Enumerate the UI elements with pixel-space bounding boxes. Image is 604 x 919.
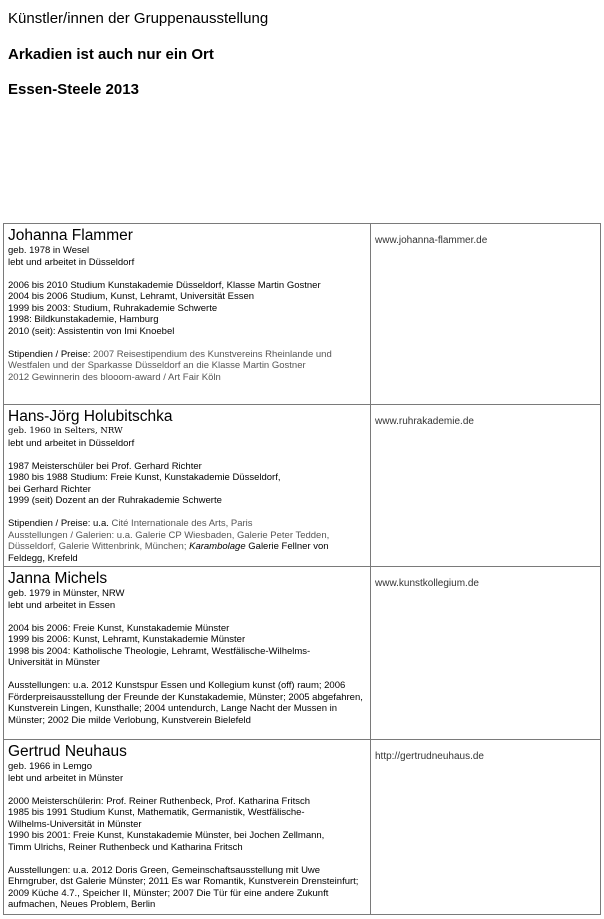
artist-born: geb. 1978 in Wesel [8,245,90,256]
artist-born: geb. 1966 in Lemgo [8,761,92,772]
artists-table [3,223,601,915]
table-row [4,740,601,915]
awards-label: Stipendien / Preise: [8,348,91,360]
artist-info-cell [4,224,371,405]
artist-website-cell [371,567,601,740]
artist-residence: lebt und arbeitet in Münster [8,772,124,784]
awards-label: Stipendien / Preise: u.a. [8,518,109,529]
artist-website-link[interactable]: http://gertrudneuhaus.de [375,751,484,762]
education-line: 2000 Meisterschülerin: Prof. Reiner Ruthenbeck, Prof. Katharina Fritsch [8,795,311,807]
education-line: Timm Ulrichs, Reiner Ruthenbeck und Katharina Fritsch [8,841,243,853]
exhibitions-text: Ausstellungen: u.a. 2012 Kunstspur Essen und Kollegium kunst (off) raum; 2006 Förderpreisausstellung der Freunde der Kunstakademie, Münster; 2005 abgefahren, Kunstverein Lingen, Kunsthalle; 2004 untendurch, Lange Nacht der Mussen in Münster; 2002 Die milde Verlobung, Kunstverein Bielefeld [8,680,363,726]
education-line: 1998 bis 2004: Katholische Theologie, Lehramt, Westfälische-Wilhelms- [8,645,311,657]
artist-residence: lebt und arbeitet in Essen [8,599,116,611]
exhibition-place-year: Essen-Steele 2013 [8,81,139,98]
education-line: 1985 bis 1991 Studium Kunst, Mathematik, Germanistik, Westfälische- [8,807,305,818]
education-line: 2006 bis 2010 Studium Kunstakademie Düsseldorf, Klasse Martin Gostner [8,279,321,291]
artist-website-link[interactable]: www.johanna-flammer.de [375,235,488,246]
exhibition-heading: Künstler/innen der Gruppenausstellung [8,10,269,27]
awards-line: Westfalen und der Sparkasse Düsseldorf an die Klasse Martin Gostner [8,360,306,371]
artist-born: geb. 1979 in Münster, NRW [8,588,125,599]
education-line: 1998: Bildkunstakademie, Hamburg [8,314,159,325]
awards-text: 2007 Reisestipendium des Kunstvereins Rheinlande und [93,348,332,360]
education-line: 1999 bis 2006: Kunst, Lehramt, Kunstakademie Münster [8,634,246,645]
education-line: 1980 bis 1988 Studium: Freie Kunst, Kunstakademie Düsseldorf, [8,472,281,483]
artist-born: geb. 1960 in Selters, NRW [8,426,123,436]
awards-line: 2012 Gewinnerin des blooom-award / Art Fair Köln [8,371,221,383]
table-row [4,224,601,405]
awards-line [8,518,366,530]
artist-website-cell [371,224,601,405]
artist-info-cell [4,567,371,740]
education-line: 1999 (seit) Dozent an der Ruhrakademie Schwerte [8,495,222,506]
education-line: 2010 (seit): Assistentin von Imi Knoebel [8,325,175,337]
education-line: 1999 bis 2003: Studium, Ruhrakademie Schwerte [8,302,218,314]
artist-website-link[interactable]: www.ruhrakademie.de [375,416,474,427]
artist-name: Hans-Jörg Holubitschka [8,408,173,425]
exhibitions-text: Ausstellungen: u.a. 2012 Doris Green, Gemeinschaftsausstellung mit Uwe Ehrngruber, dst Galerie Münster; 2011 Es war Romantik, Kunstverein Drensteinfurt; 2009 Küche 4.7., Speicher II, Münster; 2007 Die Tür für eine andere Zukunft aufmachen, Neues Problem, Berlin [8,864,359,910]
education-line: 1987 Meisterschüler bei Prof. Gerhard Richter [8,460,202,472]
artist-name: Janna Michels [8,570,108,587]
exhibition-title: Arkadien ist auch nur ein Ort [8,46,214,63]
artist-name: Johanna Flammer [8,227,133,244]
education-line: Universität in Münster [8,657,100,668]
education-line: 2004 bis 2006 Studium, Kunst, Lehramt, Universität Essen [8,291,255,302]
awards-text: Cité Internationale des Arts, Paris [111,518,253,529]
artist-name: Gertrud Neuhaus [8,743,127,760]
artist-website-cell [371,405,601,567]
education-line: 1990 bis 2001: Freie Kunst, Kunstakademie Münster, bei Jochen Zellmann, [8,830,325,841]
awards-line [8,349,366,361]
education-line: Wilhelms-Universität in Münster [8,818,142,830]
education-line: bei Gerhard Richter [8,483,91,495]
table-row [4,567,601,740]
artist-info-cell [4,740,371,915]
artist-website-cell [371,740,601,915]
artist-website-link[interactable]: www.kunstkollegium.de [375,578,479,589]
artist-residence: lebt und arbeitet in Düsseldorf [8,437,135,449]
exhibitions-text: Ausstellungen / Galerien: u.a. Galerie CP Wiesbaden, Galerie Peter Tedden, Düsseldorf, Galerie Wittenbrink, München; Karambolage Galerie Fellner von Feldegg, Krefeld [8,529,330,564]
education-line: 2004 bis 2006: Freie Kunst, Kunstakademie Münster [8,622,230,634]
artist-info-cell [4,405,371,567]
table-row [4,405,601,567]
artist-residence: lebt und arbeitet in Düsseldorf [8,256,135,268]
